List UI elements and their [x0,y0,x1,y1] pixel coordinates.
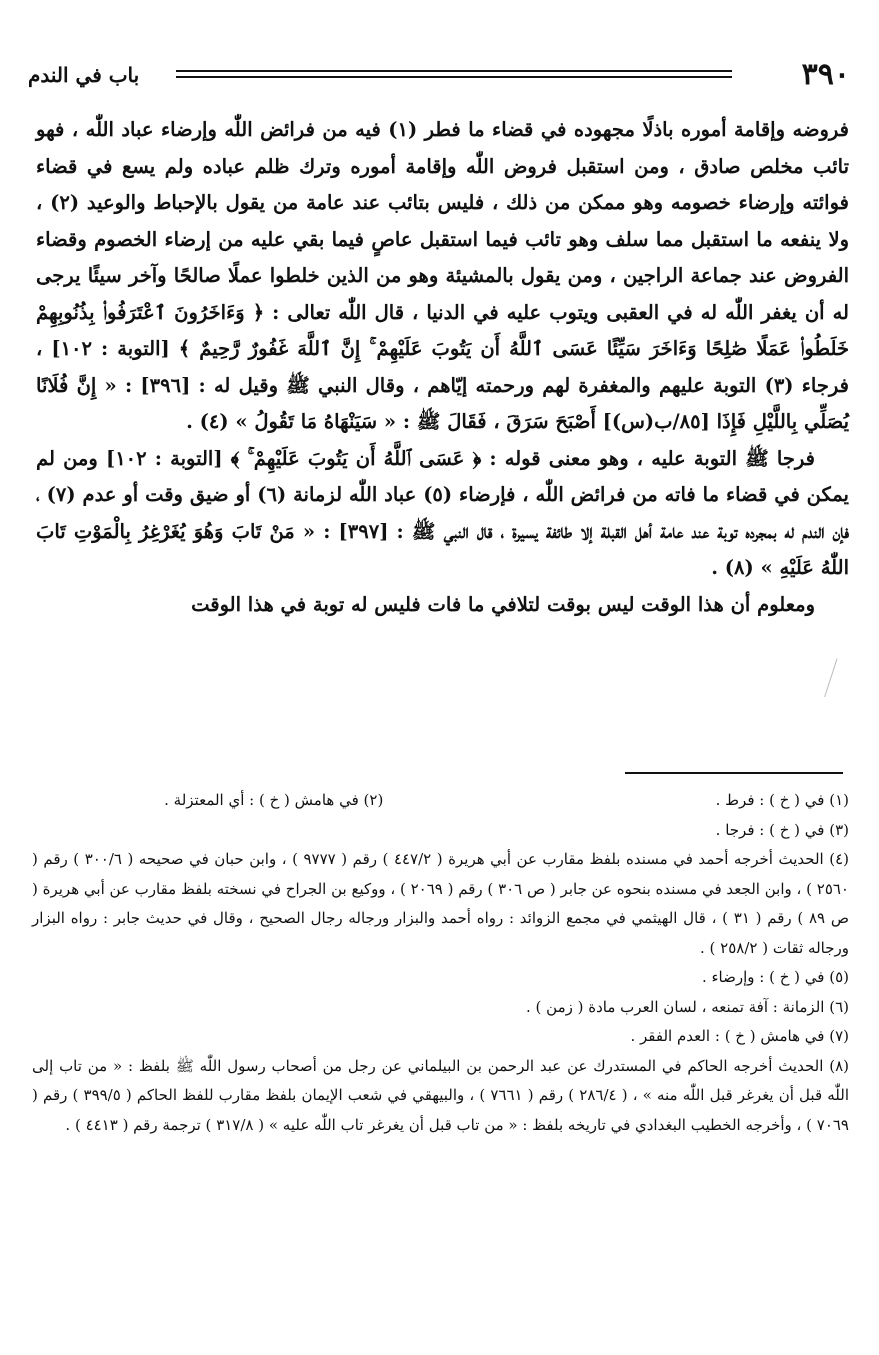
margin-pencil-mark [824,659,851,702]
header-double-rule [176,70,732,78]
footnote-separator [625,772,843,774]
footnote-7: (٧) في هامش ( خ ) : العدم الفقر . [630,1027,849,1045]
running-chapter-title: باب في الندم [28,63,140,87]
paragraph-2: فرجا ﷺ التوبة عليه ، وهو معنى قوله : ﴿ عَسَى ٱللَّهُ أَن يَتُوبَ عَلَيْهِمْ ۚ ﴾ [التوبة : ١٠٢] ومن لم يمكن في قضاء ما فاته من فرائض اللّٰه ، فإرضاء (٥) عباد اللّٰه لزمانة (٦) أو ضيق وقت أو عدم (٧) ، فإن الندم له بمجرده توبة عند عامة أهل القبلة إلا طائفة يسيرة ، قال النبي ﷺ : [٣٩٧] : « مَنْ تَابَ وَهُوَ يُغَرْغِرُ بِالْمَوْتِ تَابَ اللّٰهُ عَلَيْهِ » (٨) . [36,446,849,579]
footnote-8: (٨) الحديث أخرجه الحاكم في المستدرك عن عبد الرحمن بن البيلماني عن رجل من أصحاب رسول اللّٰه ﷺ بلفظ : « من تاب إلى اللّٰه قبل أن يغرغر قبل اللّٰه منه » ، ( ٢٨٦/٤ ) رقم ( ٧٦٦١ ) ، والبيهقي في شعب الإيمان بلفظ مقارب للفظ الحاكم ( ٣٩٩/٥ ) رقم ( ٧٠٦٩ ) ، وأخرجه الخطيب البغدادي في تاريخه بلفظ : « من تاب قبل أن يغرغر تاب اللّٰه عليه » ( ٣١٧/٨ ) ترجمة رقم ( ٤٤١٣ ) . [32,1056,849,1134]
footnote-6: (٦) الزمانة : آفة تمنعه ، لسان العرب مادة ( زمن ) . [526,997,849,1016]
page-number: ٣٩٠ [801,57,850,92]
footnotes [32,786,849,1140]
page-header [28,58,850,92]
footnote-1: (١) في ( خ ) : فرط . [715,791,849,809]
paragraph-3: ومعلوم أن هذا الوقت ليس بوقت لتلافي ما فات فليس له توبة في هذا الوقت [191,592,815,616]
footnote-4: (٤) الحديث أخرجه أحمد في مسنده بلفظ مقارب عن أبي هريرة ( ٤٤٧/٢ ) رقم ( ٩٧٧٧ ) ، وابن حبان في صحيحه ( ٣٠٠/٦ ) رقم ( ٢٥٦٠ ) ، وابن الجعد في مسنده بنحوه عن جابر ( ص ٣٠٦ ) رقم ( ٢٠٦٩ ) ، ووكيع بن الجراح في نسخته بلفظ مقارب عن أبي هريرة ( ص ٨٩ ) رقم ( ٣١ ) ، قال الهيثمي في مجمع الزوائد : رواه أحمد والبزار ورجاله رجال الصحيح ، وقال في حديث جابر : رواه البزار ورجاله ثقات ( ٢٥٨/٢ ) . [32,850,849,957]
paragraph-1: فروضه وإقامة أموره باذلًا مجهوده في قضاء ما فطر (١) فيه من فرائض اللّٰه وإرضاء عباد اللّٰه ، فهو تائب مخلص صادق ، ومن استقبل فروض اللّٰه وإقامة أموره وترك ظلم عباده ولم يسع في قضاء فوائته وإرضاء خصومه وهو ممكن من ذلك ، فليس بتائب عند عامة من يقول بالإحباط والوعيد (٢) ، ولا ينفعه ما استقبل مما سلف وهو تائب فيما استقبل عاصٍ فيما بقي عليه من إرضاء الخصوم وقضاء الفروض عند جماعة الراجين ، ومن يقول بالمشيئة وهو من الذين خلطوا عملًا صالحًا وآخر سيئًا يرجى له أن يغفر اللّٰه له في العقبى ويتوب عليه في الدنيا ، قال اللّٰه تعالى : ﴿ وَءَاخَرُونَ ٱعْتَرَفُوا۟ بِذُنُوبِهِمْ خَلَطُوا۟ عَمَلًا صَٰلِحًا وَءَاخَرَ سَيِّئًا عَسَى ٱللَّهُ أَن يَتُوبَ عَلَيْهِمْ ۚ إِنَّ ٱللَّهَ غَفُورٌ رَّحِيمٌ ﴾ [التوبة : ١٠٢] ، فرجاء (٣) التوبة عليهم والمغفرة لهم ورحمته إيّاهم ، وقال النبي ﷺ وقيل له : [٣٩٦] : « إِنَّ فُلَانًا يُصَلِّي بِاللَّيْلِ فَإِذَا [٨٥/ب(س)] أَصْبَحَ سَرَقَ ، فَقَالَ ﷺ : « سَيَنْهَاهُ مَا تَقُولُ » (٤) . [36,118,850,433]
footnote-5: (٥) في ( خ ) : وإرضاء . [701,968,849,986]
footnote-row-1-2 [32,786,849,816]
main-text [36,112,849,623]
footnote-2: (٢) في هامش ( خ ) : أي المعتزلة . [164,791,384,809]
footnote-3: (٣) في ( خ ) : فرجا . [715,820,849,839]
